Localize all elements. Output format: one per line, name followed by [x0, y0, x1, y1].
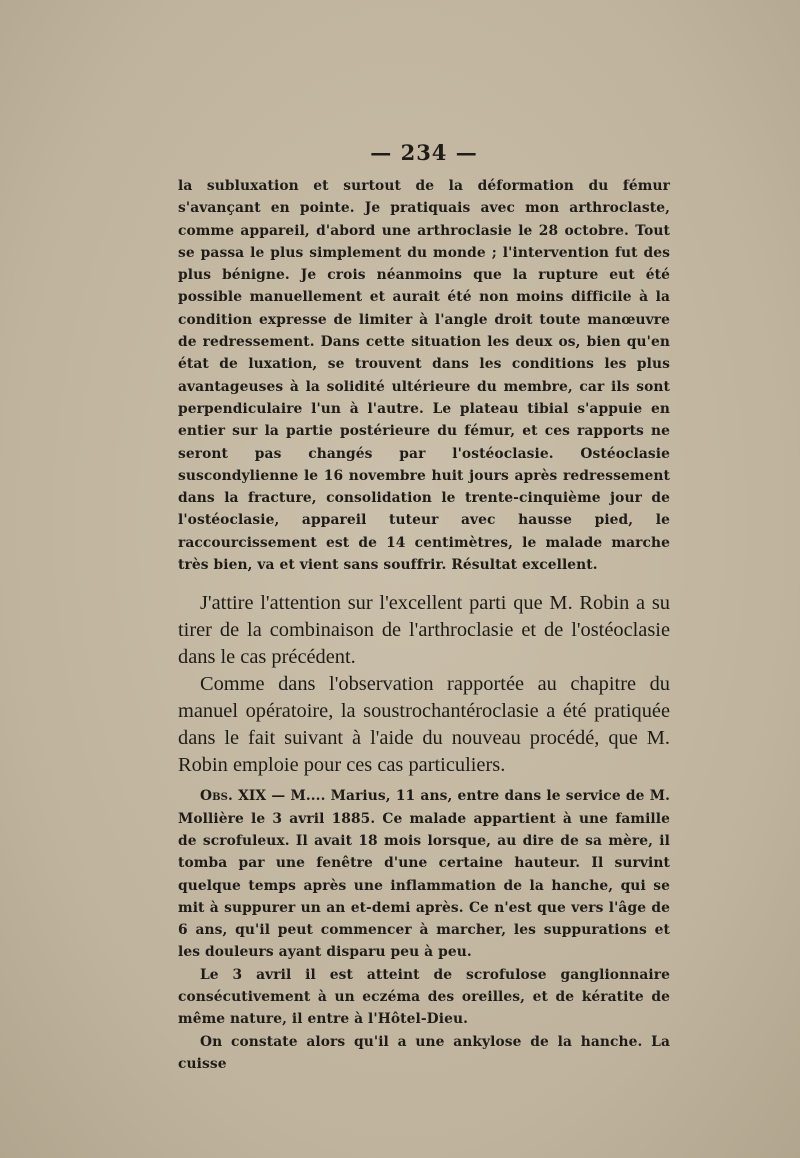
- main-paragraph-1: J'attire l'attention sur l'excellent parti que M. Robin a su tirer de la combinaison de l'arthroclasie et de l'ostéoclasie dans le cas précédent.: [178, 592, 670, 669]
- observation-paragraph-1: [178, 785, 670, 963]
- observation-paragraph-3: On constate alors qu'il a une ankylose de la hanche. La cuisse: [178, 1033, 670, 1072]
- page-number: — 234 —: [370, 140, 478, 165]
- book-page: [178, 140, 670, 1075]
- intro-paragraph: la subluxation et surtout de la déformation du fémur s'avançant en pointe. Je pratiquais avec mon arthroclaste, comme appareil, d'abord une arthroclasie le 28 octobre. Tout se passa le plus simplement du monde ; l'intervention fut des plus bénigne. Je crois néanmoins que la rupture eut été possible manuellement et aurait été non moins difficile à la condition expresse de limiter à l'angle droit toute manœuvre de redressement. Dans cette situation les deux os, bien qu'en état de luxation, se trouvent dans les conditions les plus avantageuses à la solidité ultérieure du membre, car ils sont perpendiculaire l'un à l'autre. Le plateau tibial s'appuie en entier sur la partie postérieure du fémur, et ces rapports ne seront pas changés par l'ostéoclasie. Ostéoclasie suscondylienne le 16 novembre huit jours après redressement dans la fracture, consolidation le trente-cinquième jour de l'ostéoclasie, appareil tuteur avec hausse pied, le raccourcissement est de 14 centimètres, le malade marche très bien, va et vient sans souffrir. Résultat excellent.: [178, 178, 670, 574]
- observation-text-1: — M.... Marius, 11 ans, entre dans le service de M. Mollière le 3 avril 1885. Ce malade appartient à une famille de scrofuleux. Il avait 18 mois lorsque, au dire de sa mère, il tomba par une fenêtre d'une certaine hauteur. Il survint quelque temps après une inflammation de la hanche, qui se mit à suppurer un an et-demi après. Ce n'est que vers l'âge de 6 ans, qu'il peut commencer à marcher, les suppurations et les douleurs ayant disparu peu à peu.: [178, 788, 670, 961]
- main-section: [178, 590, 670, 779]
- intro-section: [178, 175, 670, 576]
- observation-section: [178, 785, 670, 1075]
- observation-label: Obs. XIX: [200, 788, 267, 805]
- observation-paragraph-2: Le 3 avril il est atteint de scrofulose ganglionnaire consécutivement à un eczéma des oreilles, et de kératite de même nature, il entre à l'Hôtel-Dieu.: [178, 966, 670, 1028]
- main-paragraph-2: Comme dans l'observation rapportée au chapitre du manuel opératoire, la soustrochantéroclasie a été pratiquée dans le fait suivant à l'aide du nouveau procédé, que M. Robin emploie pour ces cas particuliers.: [178, 673, 670, 777]
